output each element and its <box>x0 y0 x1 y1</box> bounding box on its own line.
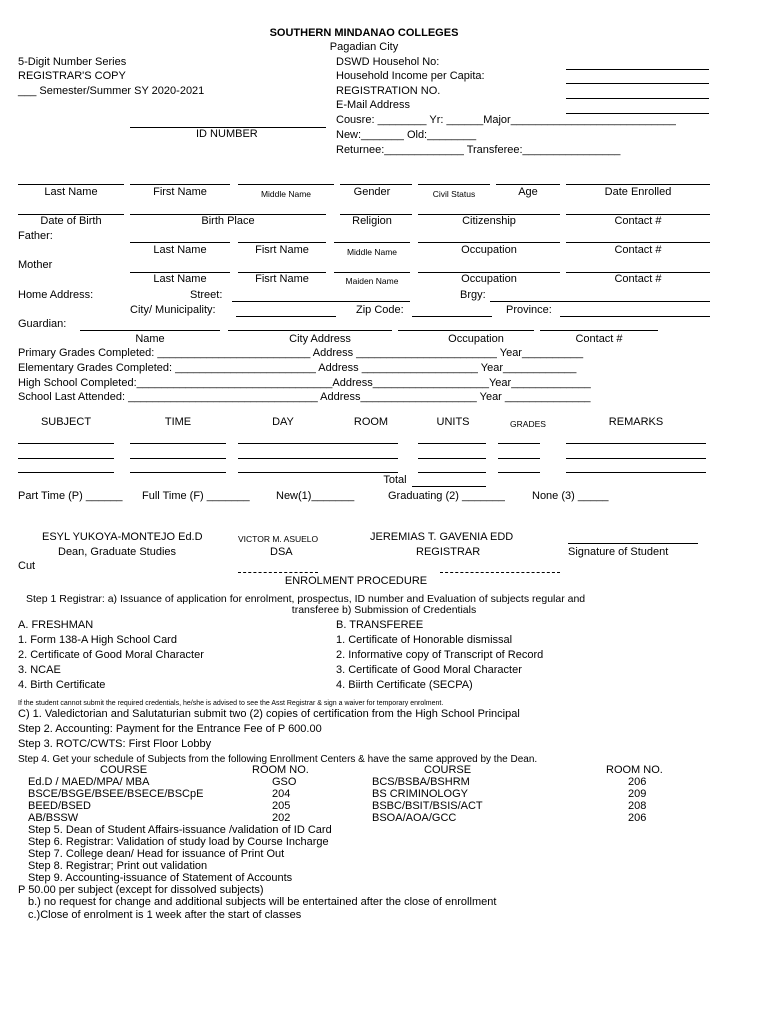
step1-line1: Step 1 Registrar: a) Issuance of application for enrolment, prospectus, ID number and Evaluation of subjects regular and <box>26 593 586 605</box>
remarks-cell[interactable] <box>566 458 706 459</box>
subject-fee-note: P 50.00 per subject (except for dissolved subjects) <box>18 884 264 896</box>
cut-line <box>238 572 318 573</box>
room-cell: 208 <box>628 800 647 812</box>
city-municipality-field[interactable] <box>236 316 336 317</box>
new-option[interactable]: New(1)_______ <box>276 490 355 502</box>
mother-last-name-label: Last Name <box>153 273 207 285</box>
guardian-occupation-label: Occupation <box>448 333 504 345</box>
units-header: UNITS <box>436 416 470 428</box>
brgy-field[interactable] <box>490 301 710 302</box>
dean-title: Dean, Graduate Studies <box>58 546 177 558</box>
time-header: TIME <box>164 416 192 428</box>
course-row: BSOA/AOA/GCC <box>372 812 457 824</box>
citizenship-label: Citizenship <box>462 215 516 227</box>
semester-label: ___ Semester/Summer SY 2020-2021 <box>18 85 205 97</box>
course-row: BCS/BSBA/BSHRM <box>372 776 470 788</box>
high-school-line[interactable]: High School Completed:________________________________Address___________________Year_____________ <box>18 377 591 389</box>
mother-label: Mother <box>18 259 53 271</box>
guardian-contact-field[interactable] <box>540 330 658 331</box>
transferee-req-2: 2. Informative copy of Transcript of Record <box>336 649 544 661</box>
school-city: Pagadian City <box>329 41 399 53</box>
registrar-copy-label: REGISTRAR'S COPY <box>18 70 126 82</box>
course-row: Ed.D / MAED/MPA/ MBA <box>28 776 150 788</box>
course-header-left: COURSE <box>100 764 148 776</box>
dsa-name: VICTOR M. ASUELO <box>238 534 319 544</box>
mother-maiden-name-field[interactable] <box>334 272 410 273</box>
transferee-req-1: 1. Certificate of Honorable dismissal <box>336 634 513 646</box>
father-first-name-label: Fisrt Name <box>255 244 309 256</box>
room-cell: GSO <box>272 776 297 788</box>
freshman-title: A. FRESHMAN <box>18 619 94 631</box>
civil-status-label: Civil Status <box>432 189 476 199</box>
day-room-cell[interactable] <box>238 443 398 444</box>
middle-name-field[interactable] <box>238 184 334 185</box>
father-first-name-field[interactable] <box>238 242 326 243</box>
guardian-label: Guardian: <box>18 318 67 330</box>
age-label: Age <box>518 186 538 198</box>
none-option[interactable]: None (3) _____ <box>532 490 609 502</box>
day-room-cell[interactable] <box>238 472 398 473</box>
step8: Step 8. Registrar; Print out validation <box>28 860 208 872</box>
course-line[interactable]: Cousre: ________ Yr: ______Major___________________________ <box>336 114 676 126</box>
freshman-req-2: 2. Certificate of Good Moral Character <box>18 649 204 661</box>
room-header-right: ROOM NO. <box>606 764 663 776</box>
street-field[interactable] <box>232 301 410 302</box>
day-room-cell[interactable] <box>238 458 398 459</box>
procedure-title: ENROLMENT PROCEDURE <box>284 575 428 587</box>
room-cell: 205 <box>272 800 291 812</box>
step3: Step 3. ROTC/CWTS: First Floor Lobby <box>18 738 212 750</box>
valedictorian-note: C) 1. Valedictorian and Salutaturian submit two (2) copies of certification from the High School Principal <box>18 708 520 720</box>
zip-code-label: Zip Code: <box>356 304 404 316</box>
room-cell: 202 <box>272 812 291 824</box>
guardian-name-label: Name <box>135 333 165 345</box>
room-cell: 206 <box>628 776 647 788</box>
full-time-option[interactable]: Full Time (F) _______ <box>142 490 250 502</box>
step9: Step 9. Accounting-issuance of Statement of Accounts <box>28 872 293 884</box>
new-old-line[interactable]: New:_______ Old:________ <box>336 129 477 141</box>
father-contact-label: Contact # <box>614 244 662 256</box>
street-label: Street: <box>190 289 223 301</box>
home-address-label: Home Address: <box>18 289 94 301</box>
guardian-address-field[interactable] <box>228 330 392 331</box>
time-cell[interactable] <box>130 458 226 459</box>
brgy-label: Brgy: <box>460 289 486 301</box>
dswd-label: DSWD Househol No: <box>336 56 440 68</box>
graduating-option[interactable]: Graduating (2) _______ <box>388 490 505 502</box>
primary-grades-line[interactable]: Primary Grades Completed: _________________________ Address _______________________ Year__________ <box>18 347 584 359</box>
course-row: AB/BSSW <box>28 812 79 824</box>
grades-cell[interactable] <box>498 443 540 444</box>
guardian-city-address-label: City Address <box>289 333 351 345</box>
step6: Step 6. Registrar: Validation of study load by Course Incharge <box>28 836 329 848</box>
father-contact-field[interactable] <box>566 242 710 243</box>
step7: Step 7. College dean/ Head for issuance of Print Out <box>28 848 285 860</box>
course-row: BEED/BSED <box>28 800 91 812</box>
last-name-label: Last Name <box>44 186 98 198</box>
contact-label: Contact # <box>614 215 662 227</box>
mother-contact-label: Contact # <box>614 273 662 285</box>
age-field[interactable] <box>496 184 560 185</box>
registrar-title: REGISTRAR <box>416 546 481 558</box>
father-middle-name-label: Middle Name <box>346 247 398 257</box>
mother-occupation-label: Occupation <box>461 273 517 285</box>
date-enrolled-label: Date Enrolled <box>604 186 672 198</box>
household-income-label: Household Income per Capita: <box>336 70 485 82</box>
room-cell: 206 <box>628 812 647 824</box>
step5: Step 5. Dean of Student Affairs-issuance /validation of ID Card <box>28 824 332 836</box>
school-name: SOUTHERN MINDANAO COLLEGES <box>269 27 459 39</box>
day-header: DAY <box>272 416 294 428</box>
gender-field[interactable] <box>340 184 412 185</box>
room-cell: 209 <box>628 788 647 800</box>
remarks-header: REMARKS <box>608 416 664 428</box>
course-row: BS CRIMINOLOGY <box>372 788 468 800</box>
school-last-attended-line[interactable]: School Last Attended: _______________________________ Address___________________ Year ______________ <box>18 391 591 403</box>
room-header: ROOM <box>353 416 389 428</box>
dsa-title: DSA <box>270 546 293 558</box>
subject-cell[interactable] <box>18 443 114 444</box>
registration-no-label: REGISTRATION NO. <box>336 85 441 97</box>
step2: Step 2. Accounting: Payment for the Entrance Fee of P 600.00 <box>18 723 322 735</box>
part-time-option[interactable]: Part Time (P) ______ <box>18 490 123 502</box>
remarks-cell[interactable] <box>566 443 706 444</box>
freshman-req-4: 4. Birth Certificate <box>18 679 106 691</box>
step4: Step 4. Get your schedule of Subjects from the following Enrollment Centers & have the same approved by the Dean. <box>18 754 538 765</box>
income-field[interactable] <box>566 83 709 84</box>
dswd-field[interactable] <box>566 69 709 70</box>
father-occupation-label: Occupation <box>461 244 517 256</box>
first-name-field[interactable] <box>130 184 230 185</box>
cut-line <box>440 572 560 573</box>
date-enrolled-field[interactable] <box>566 184 710 185</box>
student-signature-field[interactable] <box>568 543 698 544</box>
transferee-req-4: 4. Biirth Certificate (SECPA) <box>336 679 473 691</box>
dean-name: ESYL YUKOYA-MONTEJO Ed.D <box>42 531 203 543</box>
elementary-grades-line[interactable]: Elementary Grades Completed: _______________________ Address ___________________ Year____________ <box>18 362 577 374</box>
last-name-field[interactable] <box>18 184 124 185</box>
father-label: Father: <box>18 230 53 242</box>
mother-first-name-label: Fisrt Name <box>255 273 309 285</box>
father-middle-name-field[interactable] <box>334 242 410 243</box>
grades-header: GRADES <box>510 419 546 429</box>
email-field[interactable] <box>566 113 709 114</box>
course-row: BSBC/BSIT/BSIS/ACT <box>372 800 483 812</box>
registrar-name: JEREMIAS T. GAVENIA EDD <box>370 531 514 543</box>
middle-name-label: Middle Name <box>260 189 312 199</box>
gender-label: Gender <box>353 186 391 198</box>
father-last-name-field[interactable] <box>130 242 230 243</box>
number-series-label: 5-Digit Number Series <box>18 56 127 68</box>
transferee-req-3: 3. Certificate of Good Moral Character <box>336 664 522 676</box>
step1-line2: transferee b) Submission of Credentials <box>291 604 477 616</box>
guardian-occupation-field[interactable] <box>398 330 534 331</box>
father-last-name-label: Last Name <box>153 244 207 256</box>
room-header-left: ROOM NO. <box>252 764 309 776</box>
freshman-req-3: 3. NCAE <box>18 664 61 676</box>
time-cell[interactable] <box>130 443 226 444</box>
birth-date-label: Date of Birth <box>40 215 102 227</box>
total-label: Total <box>383 474 407 486</box>
civil-status-field[interactable] <box>418 184 490 185</box>
transferee-title: B. TRANSFEREE <box>336 619 424 631</box>
returnee-transferee-line[interactable]: Returnee:_____________ Transferee:________________ <box>336 144 621 156</box>
birth-place-label: Birth Place <box>201 215 255 227</box>
course-row: BSCE/BSGE/BSEE/BSECE/BSCpE <box>28 788 204 800</box>
zip-code-field[interactable] <box>412 316 492 317</box>
subject-cell[interactable] <box>18 472 114 473</box>
freshman-req-1: 1. Form 138-A High School Card <box>18 634 177 646</box>
time-cell[interactable] <box>130 472 226 473</box>
id-number-label: ID NUMBER <box>196 128 258 140</box>
province-field[interactable] <box>560 316 710 317</box>
father-occupation-field[interactable] <box>418 242 560 243</box>
no-change-note: b.) no request for change and additional subjects will be entertained after the close of enrollment <box>28 896 497 908</box>
waiver-note: If the student cannot submit the required credentials, he/she is advised to see the Asst Registrar & sign a waiver for temporary enrolment. <box>18 700 444 707</box>
mother-maiden-name-label: Maiden Name <box>345 276 399 286</box>
subject-cell[interactable] <box>18 458 114 459</box>
grades-cell[interactable] <box>498 472 540 473</box>
units-cell[interactable] <box>418 458 486 459</box>
units-cell[interactable] <box>418 443 486 444</box>
subject-header: SUBJECT <box>40 416 92 428</box>
cut-label: Cut <box>18 560 36 572</box>
guardian-contact-label: Contact # <box>575 333 623 345</box>
email-label: E-Mail Address <box>336 99 410 111</box>
remarks-cell[interactable] <box>566 472 706 473</box>
total-field[interactable] <box>412 486 486 487</box>
room-cell: 204 <box>272 788 291 800</box>
first-name-label: First Name <box>153 186 207 198</box>
close-enrolment-note: c.)Close of enrolment is 1 week after the start of classes <box>28 909 302 921</box>
province-label: Province: <box>506 304 552 316</box>
guardian-name-field[interactable] <box>80 330 220 331</box>
city-municipality-label: City/ Municipality: <box>130 304 216 316</box>
registration-field[interactable] <box>566 98 709 99</box>
grades-cell[interactable] <box>498 458 540 459</box>
course-header-right: COURSE <box>424 764 472 776</box>
religion-label: Religion <box>352 215 392 227</box>
units-cell[interactable] <box>418 472 486 473</box>
student-signature-label: Signature of Student <box>568 546 669 558</box>
